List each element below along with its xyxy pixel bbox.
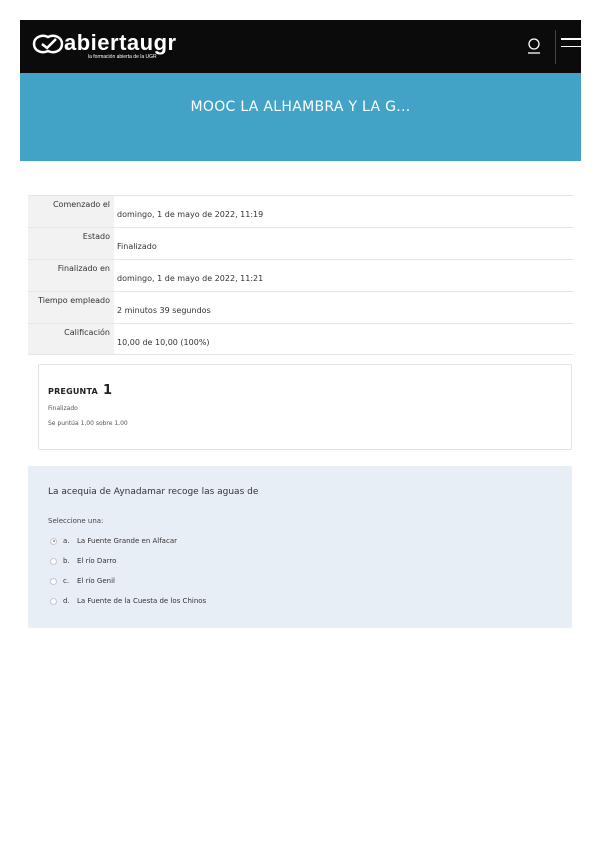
- attempt-summary-table: [28, 195, 573, 355]
- answer-radio[interactable]: [50, 558, 57, 565]
- answer-letter: d.: [63, 597, 70, 605]
- answer-options: [50, 531, 206, 611]
- search-button[interactable]: [524, 35, 544, 57]
- answer-radio[interactable]: [50, 598, 57, 605]
- summary-value: Finalizado: [117, 242, 157, 251]
- question-state: Finalizado: [48, 405, 78, 412]
- summary-label: Finalizado en: [28, 260, 114, 291]
- question-text: La acequia de Aynadamar recoge las aguas de: [48, 487, 259, 497]
- logo-text: abiertaugr: [64, 30, 177, 55]
- summary-value: 10,00 de 10,00 (100%): [117, 338, 210, 347]
- hamburger-menu-icon: [561, 38, 583, 40]
- summary-row: [28, 291, 573, 323]
- top-navbar: [20, 20, 581, 73]
- summary-label: Comenzado el: [28, 196, 114, 227]
- answer-text: La Fuente Grande en Alfacar: [77, 537, 177, 545]
- answer-letter: c.: [63, 577, 70, 585]
- question-number: 1: [102, 383, 113, 398]
- answer-text: La Fuente de la Cuesta de los Chinos: [77, 597, 207, 605]
- question-info-box: [38, 364, 572, 450]
- answer-letter: a.: [63, 537, 70, 545]
- answer-option[interactable]: [50, 571, 206, 591]
- answer-prompt: Seleccione una:: [48, 517, 104, 525]
- answer-option[interactable]: [50, 551, 206, 571]
- summary-label: Tiempo empleado: [28, 292, 114, 323]
- summary-value: 2 minutos 39 segundos: [117, 306, 211, 315]
- course-title[interactable]: MOOC LA ALHAMBRA Y LA G...: [190, 99, 411, 115]
- logo-tagline: la formación abierta de la UGR: [88, 54, 157, 60]
- summary-label: Estado: [28, 228, 114, 259]
- answer-letter: b.: [63, 557, 70, 565]
- summary-value: domingo, 1 de mayo de 2022, 11:21: [117, 274, 264, 283]
- site-logo[interactable]: [32, 30, 177, 64]
- logo-mark-icon: [32, 33, 66, 55]
- navbar-divider: [555, 30, 556, 64]
- answer-option[interactable]: [50, 591, 206, 611]
- search-icon: [524, 35, 544, 57]
- answer-text: El río Darro: [77, 557, 117, 565]
- menu-button[interactable]: [561, 38, 583, 54]
- answer-text: El río Genil: [77, 577, 115, 585]
- summary-row: [28, 195, 573, 227]
- answer-option[interactable]: [50, 531, 206, 551]
- summary-value: domingo, 1 de mayo de 2022, 11:19: [117, 210, 264, 219]
- hamburger-line: [561, 46, 583, 48]
- course-banner: [20, 73, 581, 161]
- question-content-box: [28, 466, 572, 628]
- question-grade: Se puntúa 1,00 sobre 1,00: [48, 420, 128, 427]
- question-heading: [48, 379, 571, 398]
- summary-label: Calificación: [28, 324, 114, 354]
- answer-radio[interactable]: [50, 578, 57, 585]
- answer-radio[interactable]: [50, 538, 57, 545]
- summary-row: [28, 259, 573, 291]
- question-label: PREGUNTA: [48, 387, 98, 396]
- summary-row: [28, 227, 573, 259]
- summary-row: [28, 323, 573, 355]
